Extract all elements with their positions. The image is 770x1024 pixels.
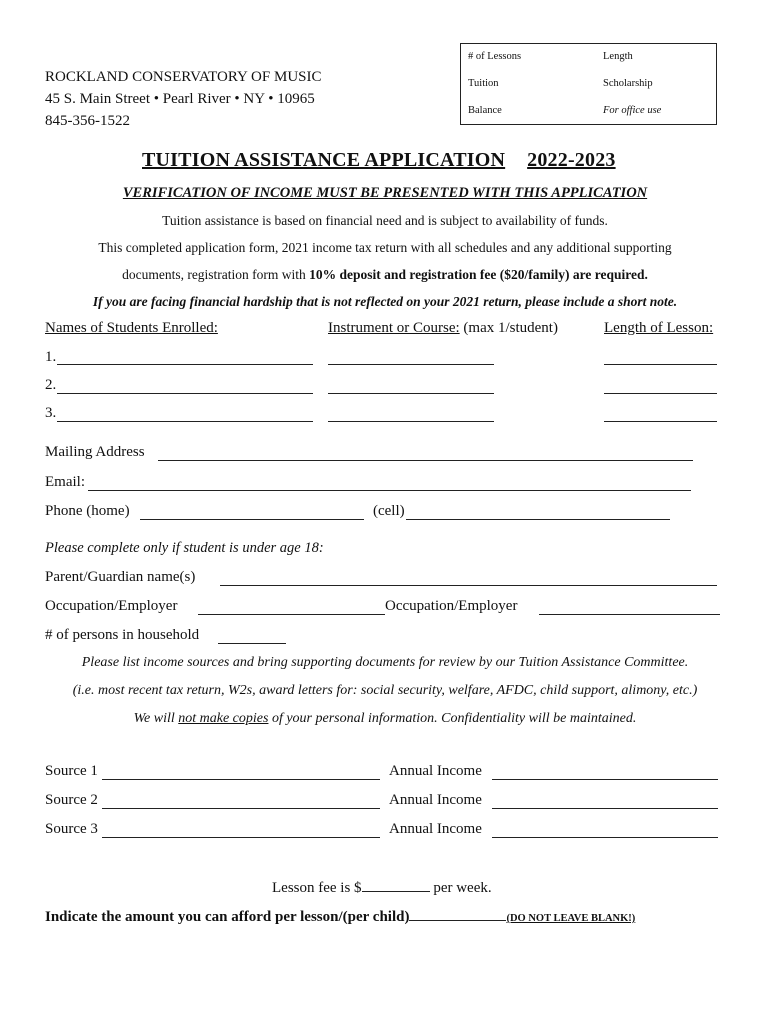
source-3-label: Source 3 — [45, 821, 98, 837]
income-note-line-1: Please list income sources and bring supporting documents for review by our Tuition Assistance Committee. — [81, 655, 689, 670]
student-2-length-field[interactable] — [604, 393, 717, 394]
student-1-length-field[interactable] — [604, 364, 717, 365]
occupation-2-label: Occupation/Employer — [385, 598, 518, 614]
student-3-name-field[interactable] — [57, 421, 313, 422]
mailing-address-field[interactable] — [158, 460, 693, 461]
income-note-post: of your personal information. Confidentiality will be maintained. — [268, 711, 637, 726]
balance-label: Balance — [468, 105, 502, 116]
scholarship-label: Scholarship — [603, 78, 653, 89]
student-row-2-number: 2. — [45, 377, 57, 393]
guardian-note: Please complete only if student is under age 18: — [45, 540, 324, 556]
student-1-instrument-field[interactable] — [328, 364, 494, 365]
tuition-label: Tuition — [468, 78, 499, 89]
instrument-note: (max 1/student) — [459, 320, 558, 336]
do-not-leave-blank-warning: (DO NOT LEAVE BLANK!) — [506, 913, 636, 924]
occupation-1-field[interactable] — [198, 614, 385, 615]
source-2-field[interactable] — [102, 808, 380, 809]
income-note-line-2: (i.e. most recent tax return, W2s, award letters for: social security, welfare, AFDC, child support, alimony, etc.) — [72, 683, 698, 698]
org-name: ROCKLAND CONSERVATORY OF MUSIC — [45, 69, 322, 85]
email-label: Email: — [45, 474, 85, 490]
intro-line-3 — [0, 267, 770, 283]
title-year: 2022-2023 — [527, 149, 616, 171]
phone-cell-field[interactable] — [406, 519, 670, 520]
parent-guardian-label: Parent/Guardian name(s) — [45, 569, 196, 585]
hardship-note: If you are facing financial hardship that is not reflected on your 2021 return, please include a short note. — [92, 294, 678, 309]
phone-home-label: Phone (home) — [45, 503, 130, 519]
org-address: 45 S. Main Street • Pearl River • NY • 10965 — [45, 91, 315, 107]
occupation-1-label: Occupation/Employer — [45, 598, 178, 614]
income-note-line-3 — [0, 711, 770, 727]
student-row-1-number: 1. — [45, 349, 57, 365]
source-1-label: Source 1 — [45, 763, 98, 779]
lesson-fee-line — [272, 879, 492, 897]
lesson-fee-suffix: per week. — [429, 880, 492, 896]
office-use-label: For office use — [603, 105, 662, 116]
length-header: Length of Lesson: — [604, 320, 714, 336]
annual-income-3-label: Annual Income — [389, 821, 482, 837]
lesson-fee-field[interactable] — [362, 879, 430, 892]
office-use-box — [460, 43, 717, 125]
lesson-fee-label: Lesson fee is $ — [272, 880, 362, 896]
names-header: Names of Students Enrolled: — [45, 320, 218, 336]
annual-income-2-label: Annual Income — [389, 792, 482, 808]
email-field[interactable] — [88, 490, 691, 491]
afford-field[interactable] — [409, 908, 506, 921]
occupation-2-field[interactable] — [539, 614, 720, 615]
lessons-label: # of Lessons — [468, 51, 522, 62]
source-1-field[interactable] — [102, 779, 380, 780]
parent-guardian-field[interactable] — [220, 585, 717, 586]
student-3-instrument-field[interactable] — [328, 421, 494, 422]
mailing-address-label: Mailing Address — [45, 444, 145, 460]
title-main: TUITION ASSISTANCE APPLICATION — [142, 149, 506, 171]
intro-line-3-text: documents, registration form with — [122, 267, 310, 282]
annual-income-3-field[interactable] — [492, 837, 718, 838]
afford-label: Indicate the amount you can afford per lesson/(per child) — [45, 909, 410, 925]
intro-line-2: This completed application form, 2021 income tax return with all schedules and any additional supporting — [98, 240, 672, 255]
verification-notice: VERIFICATION OF INCOME MUST BE PRESENTED WITH THIS APPLICATION — [122, 185, 648, 201]
instrument-header — [328, 320, 558, 337]
page-title — [142, 149, 616, 172]
phone-home-field[interactable] — [140, 519, 364, 520]
student-2-instrument-field[interactable] — [328, 393, 494, 394]
student-2-name-field[interactable] — [57, 393, 313, 394]
household-label: # of persons in household — [45, 627, 200, 643]
household-field[interactable] — [218, 643, 286, 644]
org-phone: 845-356-1522 — [45, 113, 130, 129]
student-3-length-field[interactable] — [604, 421, 717, 422]
intro-line-3-bold: 10% deposit and registration fee ($20/family) are required. — [309, 267, 648, 282]
income-note-underline: not make copies — [178, 711, 269, 726]
intro-line-1: Tuition assistance is based on financial need and is subject to availability of funds. — [162, 213, 608, 228]
length-label: Length — [603, 51, 633, 62]
instrument-header-label: Instrument or Course: — [328, 320, 460, 336]
annual-income-1-field[interactable] — [492, 779, 718, 780]
afford-line — [45, 908, 635, 926]
annual-income-1-label: Annual Income — [389, 763, 482, 779]
annual-income-2-field[interactable] — [492, 808, 718, 809]
source-3-field[interactable] — [102, 837, 380, 838]
student-row-3-number: 3. — [45, 405, 57, 421]
student-1-name-field[interactable] — [57, 364, 313, 365]
income-note-pre: We will — [133, 711, 179, 726]
source-2-label: Source 2 — [45, 792, 98, 808]
phone-cell-label: (cell) — [373, 503, 405, 519]
